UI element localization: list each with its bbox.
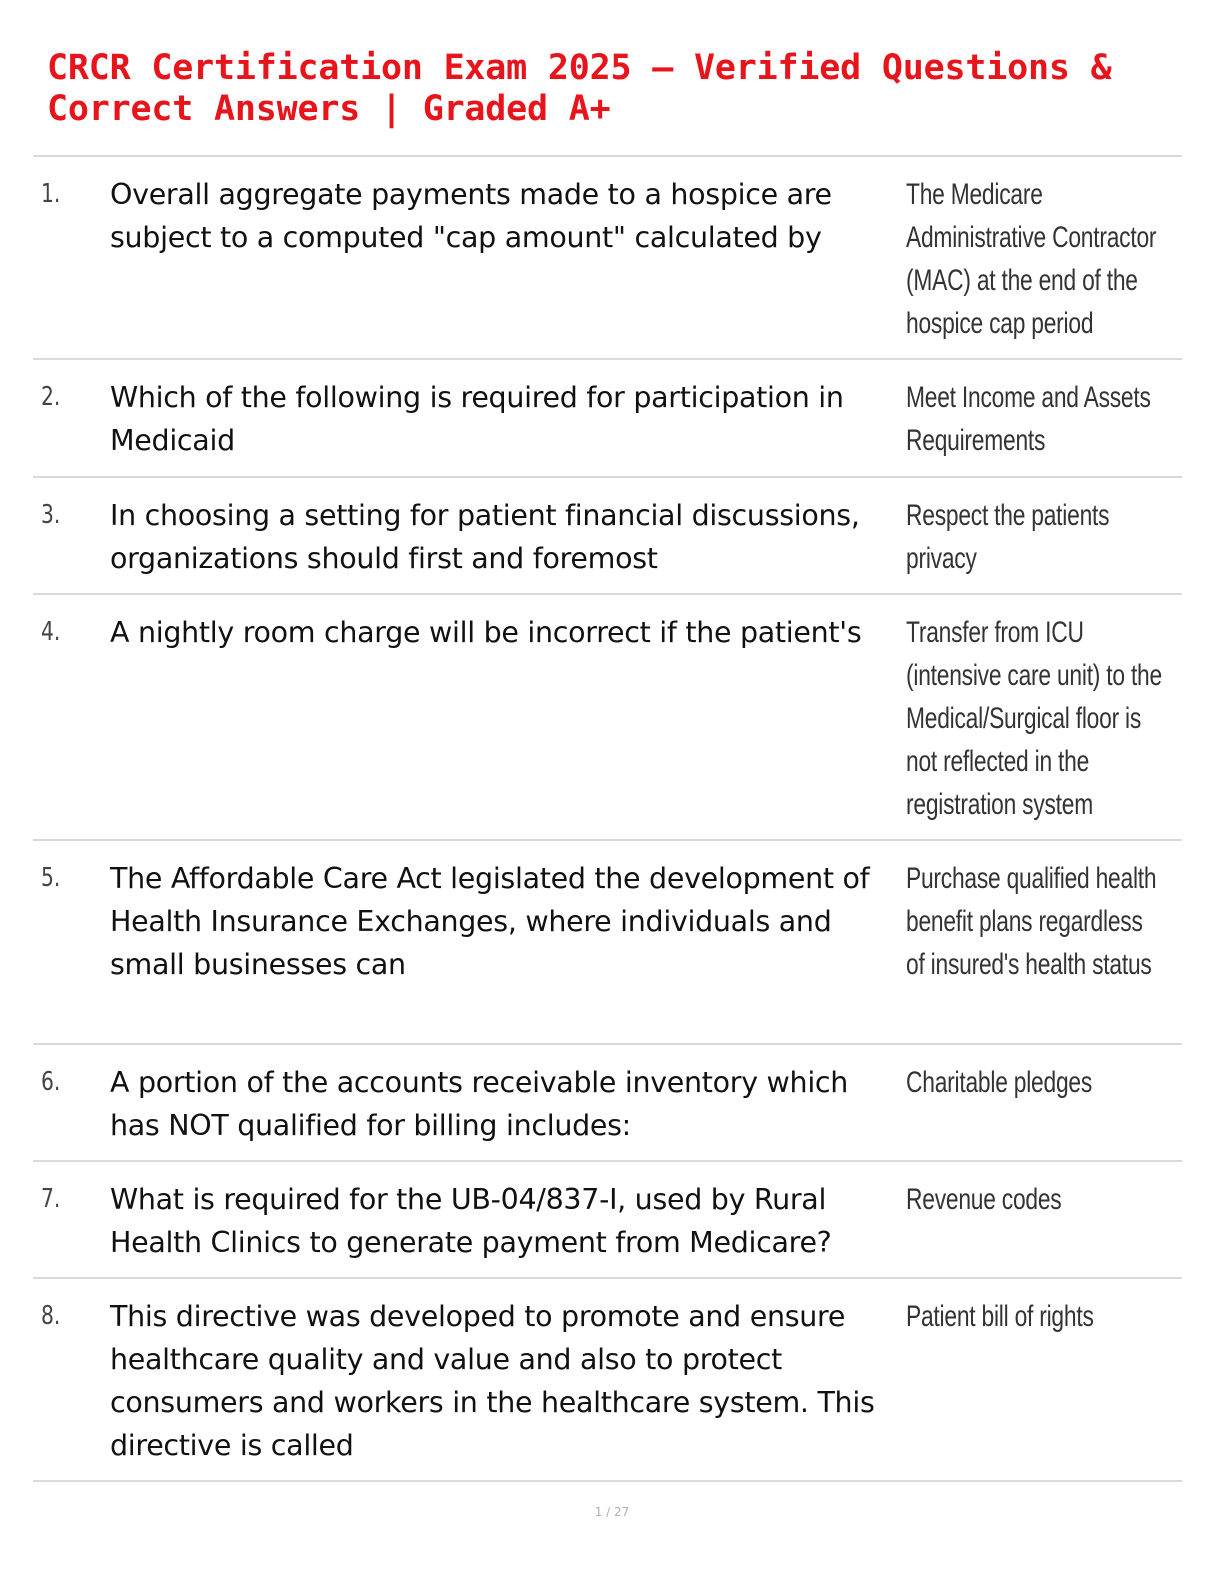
question-text: Overall aggregate payments made to a hospice are subject to a computed "cap amount" calculated by [110,178,832,254]
question-text: A portion of the accounts receivable inventory which has NOT qualified for billing includes: [110,1066,849,1142]
qa-row [33,841,1182,1045]
question-number: 3. [41,500,61,530]
question-text: This directive was developed to promote and ensure healthcare quality and value and also to protect consumers and workers in the healthcare system. This directive is called [110,1300,875,1462]
qa-row [33,1279,1182,1482]
answer-text: Respect the patients privacy [906,499,1110,575]
question-number: 5. [41,863,61,893]
answer-text: Revenue codes [906,1183,1062,1216]
question-number: 2. [41,382,61,412]
qa-table [33,155,1182,1482]
question-text: Which of the following is required for participation in Medicaid [110,381,844,457]
answer-text: Meet Income and Assets Requirements [906,381,1151,457]
question-number: 8. [41,1301,61,1331]
qa-row [33,360,1182,478]
question-number: 6. [41,1067,61,1097]
question-text: What is required for the UB-04/837-I, used by Rural Health Clinics to generate payment from Medicare? [110,1183,832,1259]
answer-text: Charitable pledges [906,1066,1093,1099]
question-text: In choosing a setting for patient financial discussions, organizations should first and foremost [110,499,860,575]
answer-text: Purchase qualified health benefit plans regardless of insured's health status [906,862,1157,981]
page-number: 1 / 27 [594,1505,630,1519]
answer-text: The Medicare Administrative Contractor (MAC) at the end of the hospice cap period [906,178,1157,340]
qa-row [33,1162,1182,1279]
answer-text: Transfer from ICU (intensive care unit) to the Medical/Surgical floor is not reflected in the registration system [906,616,1162,821]
qa-row [33,595,1182,841]
answer-text: Patient bill of rights [906,1300,1094,1333]
document-title: CRCR Certification Exam 2025 – Verified Questions & Correct Answers | Graded A+ [47,48,1112,129]
question-number: 7. [41,1184,61,1214]
qa-row [33,157,1182,360]
qa-row [33,1045,1182,1162]
question-text: The Affordable Care Act legislated the development of Health Insurance Exchanges, where individuals and small businesses can [110,862,870,981]
question-number: 4. [41,617,61,647]
question-number: 1. [41,179,61,209]
question-text: A nightly room charge will be incorrect if the patient's [110,616,862,649]
qa-row [33,478,1182,595]
